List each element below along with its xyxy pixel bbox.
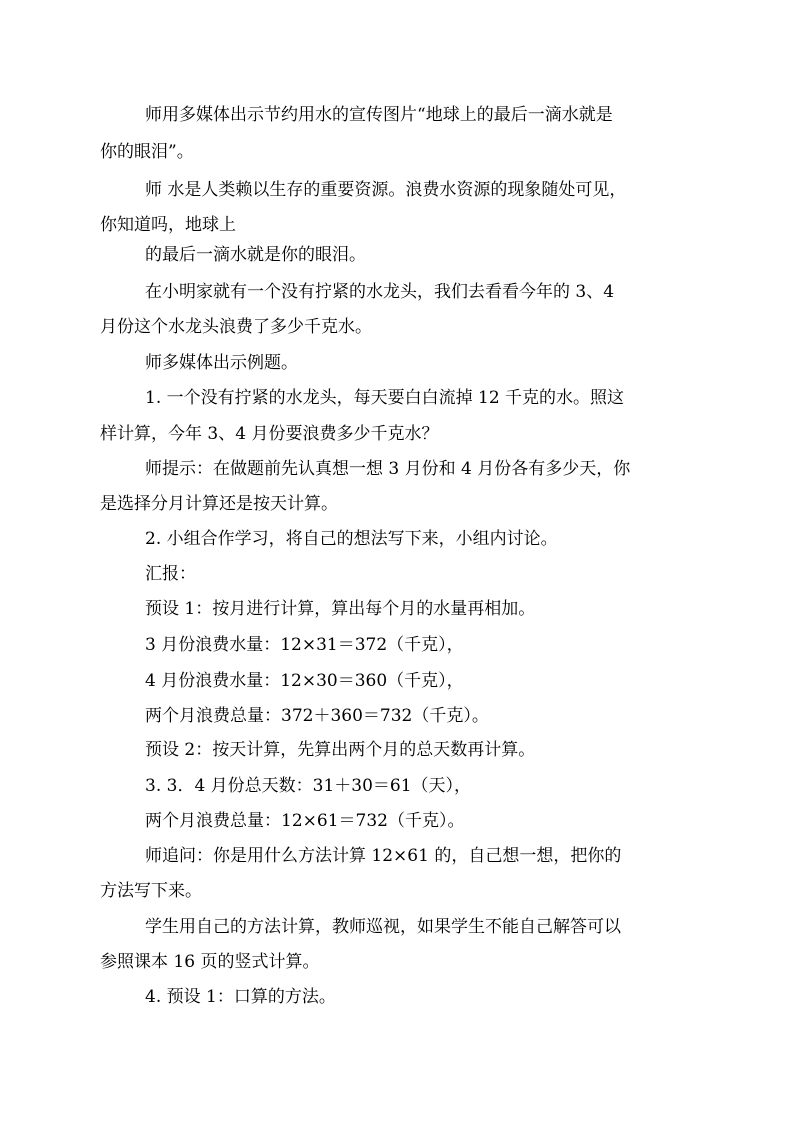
paragraph-6-line-1: 1. 一个没有拧紧的水龙头，每天要白白流掉 12 千克的水。照这 xyxy=(145,388,625,408)
paragraph-2-line-2: 你知道吗，地球上 xyxy=(100,215,236,235)
paragraph-1-line-2: 你的眼泪”。 xyxy=(100,142,194,162)
paragraph-7-line-1: 师提示：在做题前先认真想一想 3 月份和 4 月份各有多少天，你 xyxy=(145,459,631,479)
paragraph-14-line-1: 预设 2：按天计算，先算出两个月的总天数再计算。 xyxy=(145,740,536,760)
paragraph-12-line-1: 4 月份浪费水量：12×30＝360（千克）， xyxy=(145,671,464,691)
paragraph-18-line-1: 学生用自己的方法计算，教师巡视，如果学生不能自己解答可以 xyxy=(145,917,621,937)
paragraph-19-line-1: 4. 预设 1：口算的方法。 xyxy=(145,987,336,1007)
paragraph-16-line-1: 两个月浪费总量：12×61＝732（千克）。 xyxy=(145,811,465,831)
paragraph-17-line-1: 师追问：你是用什么方法计算 12×61 的，自己想一想，把你的 xyxy=(145,846,622,866)
paragraph-9-line-1: 汇报： xyxy=(145,564,196,584)
paragraph-3-line-1: 的最后一滴水就是你的眼泪。 xyxy=(145,245,366,265)
paragraph-11-line-1: 3 月份浪费水量：12×31＝372（千克）， xyxy=(145,635,464,655)
paragraph-13-line-1: 两个月浪费总量：372＋360＝732（千克）。 xyxy=(145,706,489,726)
paragraph-1-line-1: 师用多媒体出示节约用水的宣传图片“地球上的最后一滴水就是 xyxy=(145,105,613,125)
paragraph-5-line-1: 师多媒体出示例题。 xyxy=(145,353,298,373)
paragraph-4-line-2: 月份这个水龙头浪费了多少千克水。 xyxy=(100,317,372,337)
paragraph-8-line-1: 2. 小组合作学习，将自己的想法写下来，小组内讨论。 xyxy=(145,529,558,549)
paragraph-6-line-2: 样计算，今年 3、4 月份要浪费多少千克水？ xyxy=(100,424,439,444)
paragraph-4-line-1: 在小明家就有一个没有拧紧的水龙头，我们去看看今年的 3、4 xyxy=(145,282,615,302)
paragraph-15-line-1: 3. 3．4 月份总天数：31＋30＝61（天）， xyxy=(145,776,472,796)
paragraph-2-line-1: 师 水是人类赖以生存的重要资源。浪费水资源的现象随处可见， xyxy=(145,180,627,200)
paragraph-18-line-2: 参照课本 16 页的竖式计算。 xyxy=(100,952,320,972)
paragraph-17-line-2: 方法写下来。 xyxy=(100,881,202,901)
paragraph-10-line-1: 预设 1：按月进行计算，算出每个月的水量再相加。 xyxy=(145,599,536,619)
paragraph-7-line-2: 是选择分月计算还是按天计算。 xyxy=(100,494,338,514)
